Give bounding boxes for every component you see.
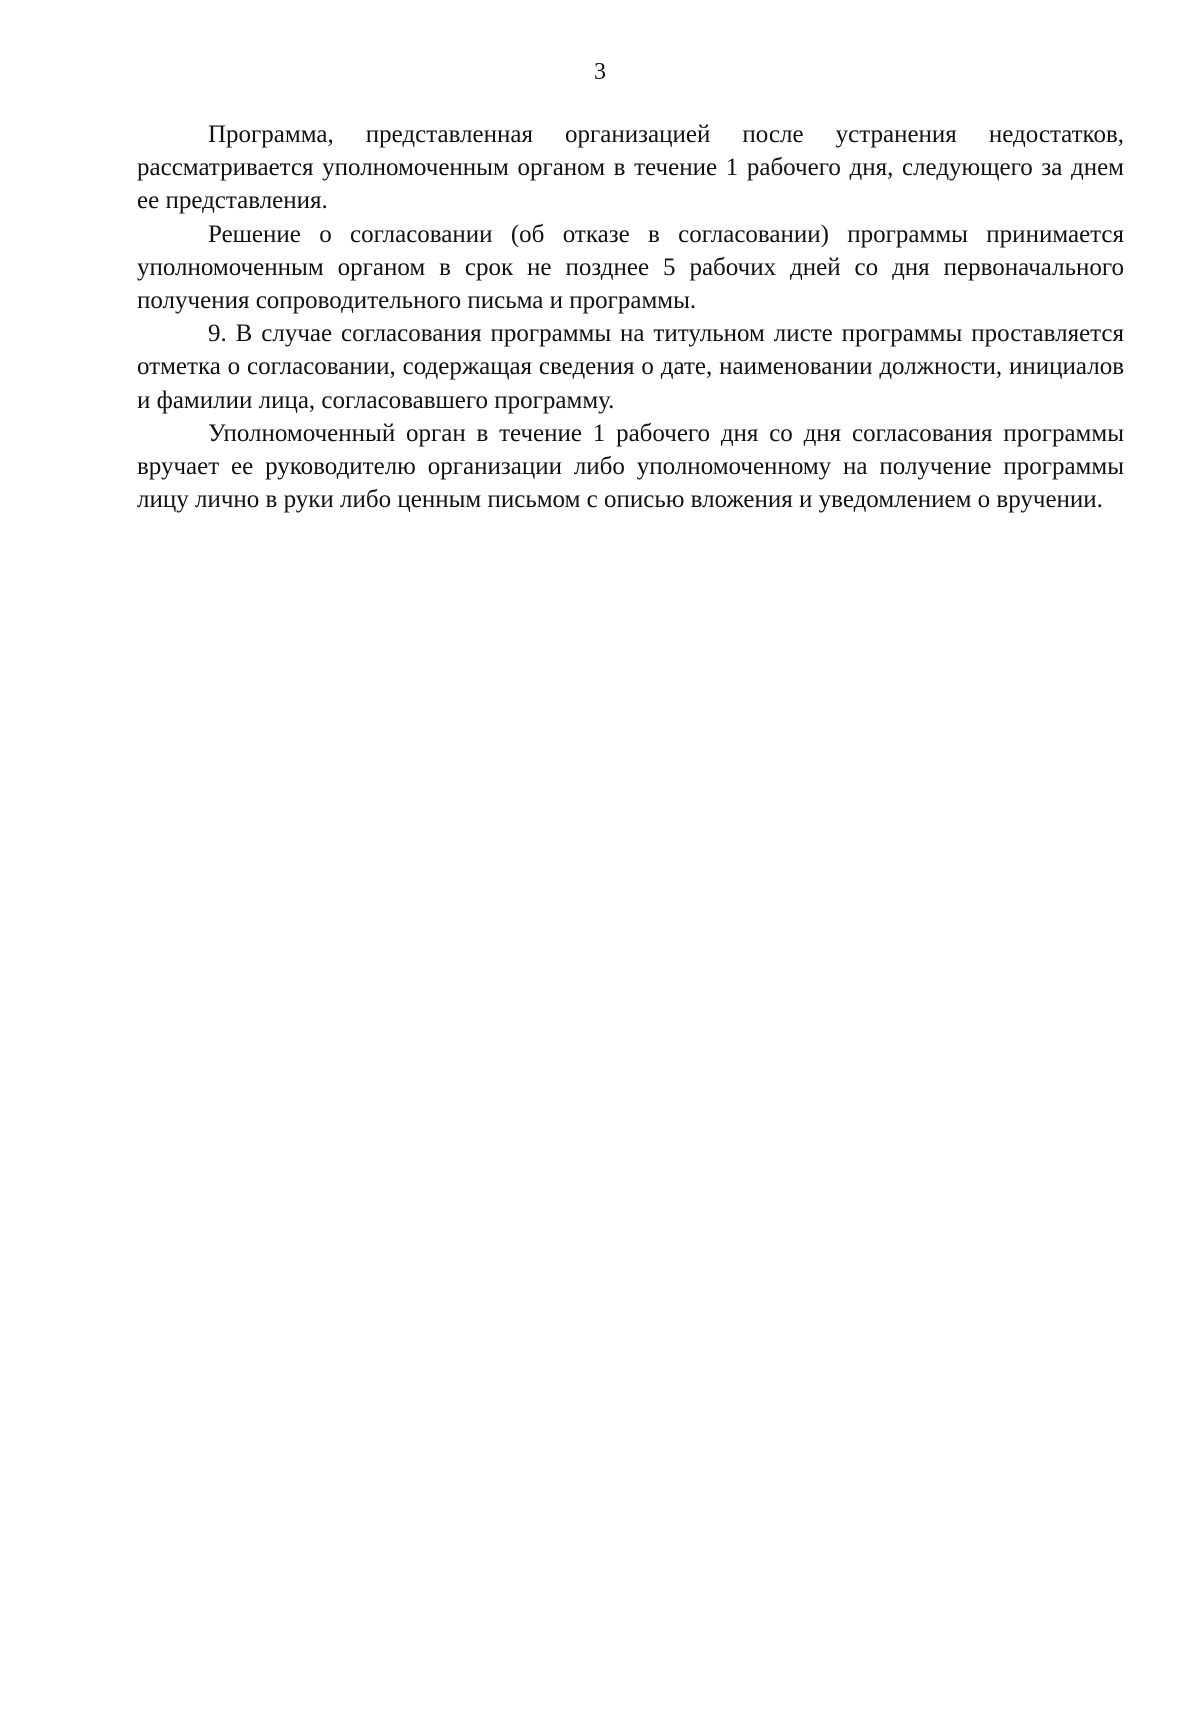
paragraph-approval-mark: 9. В случае согласования программы на титульном листе программы проставляется отметка о согласовании, содержащая сведения о дате, наименовании должности, инициалов и фамилии лица, согласовавшего программу. <box>137 320 1124 414</box>
paragraph-program-review: Программа, представленная организацией после устранения недостатков, рассматривается уполномоченным органом в течение 1 рабочего дня, следующего за днем ее представления. <box>137 121 1124 215</box>
paragraph-program-delivery: Уполномоченный орган в течение 1 рабочего дня со дня согласования программы вручает ее руководителю организации либо уполномоченному на получение программы лицу лично в руки либо ценным письмом с описью вложения и уведомлением о вручении. <box>137 419 1124 514</box>
page-number: 3 <box>594 59 606 85</box>
paragraph-approval-decision: Решение о согласовании (об отказе в согласовании) программы принимается уполномоченным органом в срок не позднее 5 рабочих дней со дня первоначального получения сопроводительного письма и программы. <box>137 220 1124 315</box>
document-body <box>137 118 1124 516</box>
